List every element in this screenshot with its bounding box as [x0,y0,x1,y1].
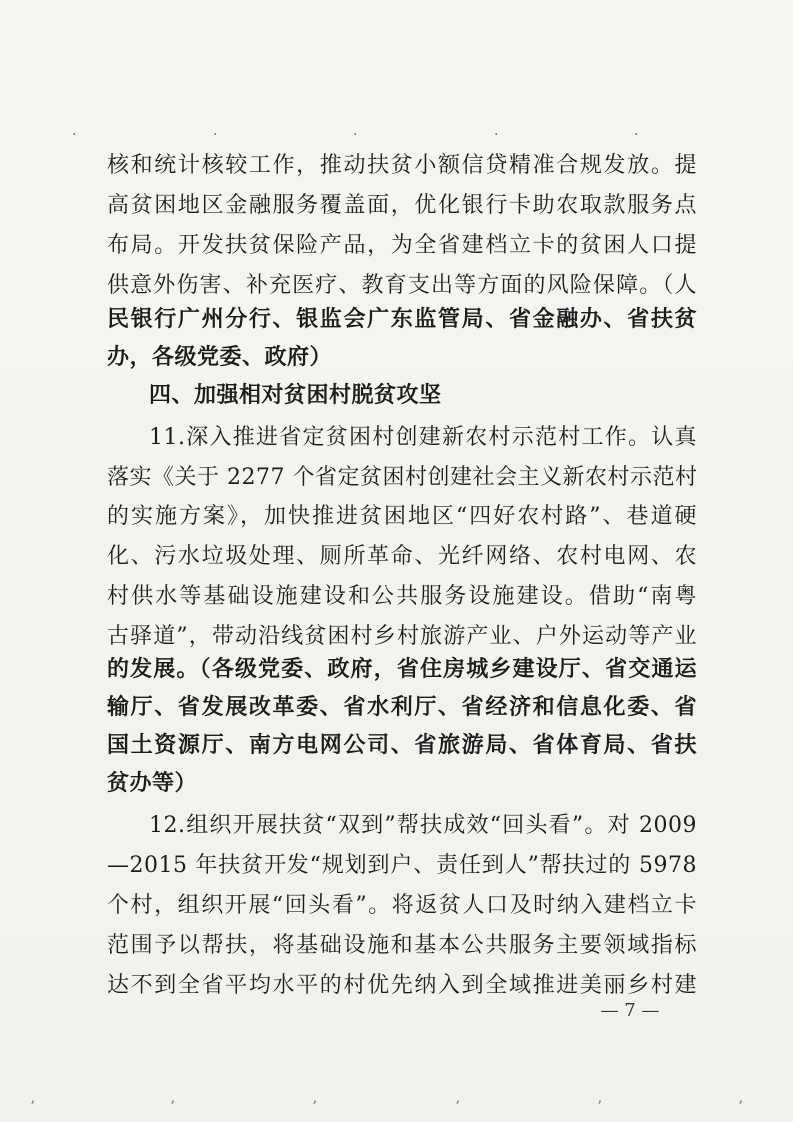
text-line: 布局。开发扶贫保险产品，为全省建档立卡的贫困人口提 [107,233,697,258]
text-line: 办，各级党委、政府） [107,345,333,370]
text-line: 的实施方案》，加快推进贫困地区“四好农村路”、巷道硬 [107,504,697,529]
scan-mark: ʼ [455,1099,460,1115]
text-line: 民银行广州分行、银监会广东监管局、省金融办、省扶贫 [107,307,697,332]
section-heading: 四、加强相对贫困村脱贫攻坚 [149,383,442,408]
scan-mark: · [353,127,358,143]
scan-mark: · [72,127,77,143]
scan-mark: ʼ [738,1099,743,1115]
text-line: —2015 年扶贫开发“规划到户、责任到人”帮扶过的 5978 [107,853,697,878]
text-line: 村供水等基础设施建设和公共服务设施建设。借助“南粤 [107,584,697,609]
scan-mark: ʼ [597,1099,602,1115]
scan-mark: · [634,127,639,143]
text-line: 国土资源厅、南方电网公司、省旅游局、省体育局、省扶 [107,733,697,758]
scan-mark: · [494,127,499,143]
text-line: 落实《关于 2277 个省定贫困村创建社会主义新农村示范村 [107,465,698,490]
text-line: 达不到全省平均水平的村优先纳入到全域推进美丽乡村建 [107,973,697,998]
text-line: 个村，组织开展“回头看”。将返贫人口及时纳入建档立卡 [107,893,697,918]
text-line: 的发展。（各级党委、政府，省住房城乡建设厅、省交通运 [107,657,697,682]
scan-mark: ʼ [312,1099,317,1115]
text-line: 化、污水垃圾处理、厕所革命、光纤网络、农村电网、农 [107,544,697,569]
text-line: 输厅、省发展改革委、省水利厅、省经济和信息化委、省 [107,695,697,720]
text-line: 范围予以帮扶，将基础设施和基本公共服务主要领域指标 [107,933,697,958]
text-line: 高贫困地区金融服务覆盖面，优化银行卡助农取款服务点 [107,193,697,218]
scan-mark: · [213,127,218,143]
text-line: 贫办等） [107,771,198,796]
scan-mark: ʼ [170,1099,175,1115]
text-line: 古驿道”，带动沿线贫困村乡村旅游产业、户外运动等产业 [107,624,697,649]
page-number: — 7 — [600,1000,660,1021]
scan-mark: ʼ [30,1099,35,1115]
text-line: 核和统计核较工作，推动扶贫小额信贷精准合规发放。提 [107,153,697,178]
text-line: 供意外伤害、补充医疗、教育支出等方面的风险保障。（人 [107,273,697,298]
text-line: 12.组织开展扶贫“双到”帮扶成效“回头看”。对 2009 [149,813,697,838]
text-line: 11.深入推进省定贫困村创建新农村示范村工作。认真 [149,425,697,450]
